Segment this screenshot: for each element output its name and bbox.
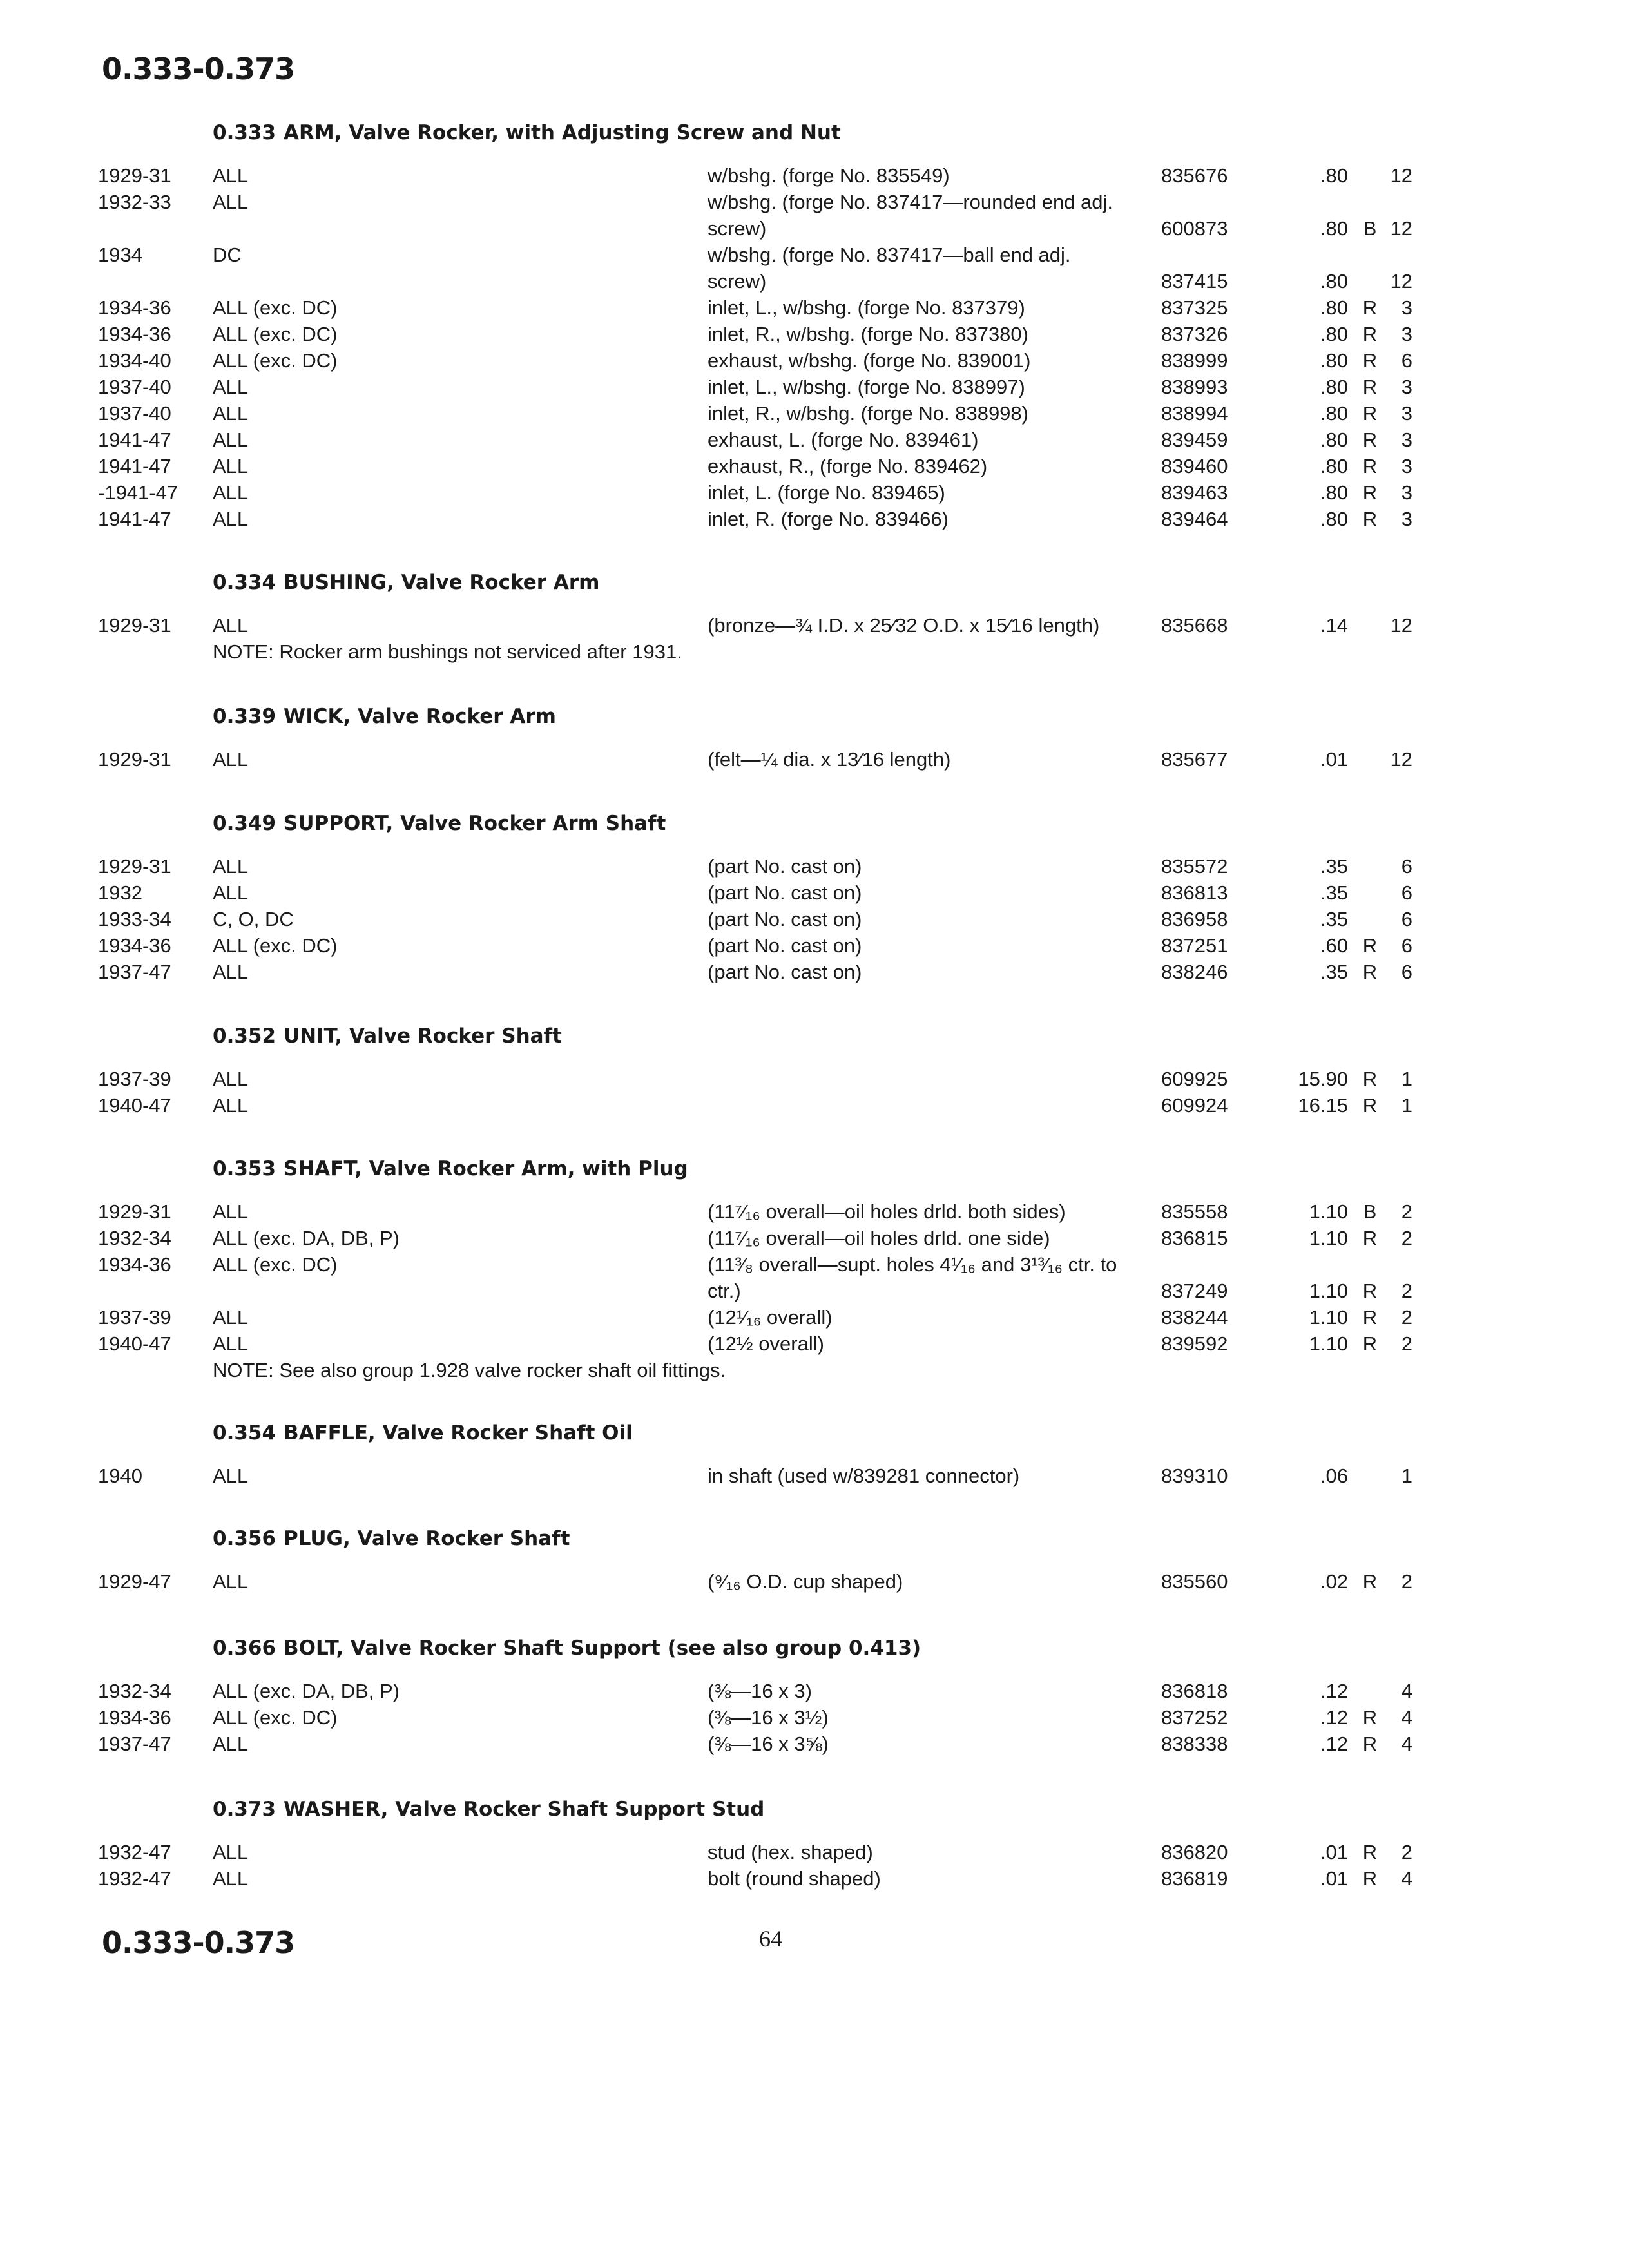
list-price: .35 bbox=[1320, 855, 1348, 878]
year-range: 1933-34 bbox=[98, 908, 171, 930]
status-code: R bbox=[1362, 455, 1378, 477]
status-code: R bbox=[1362, 1733, 1378, 1755]
year-range: 1934-36 bbox=[98, 296, 171, 319]
table-row bbox=[0, 321, 1629, 347]
list-price: .12 bbox=[1320, 1733, 1348, 1755]
quantity: 1 bbox=[1401, 1465, 1412, 1487]
quantity: 4 bbox=[1401, 1706, 1412, 1729]
part-number: 837326 bbox=[1161, 323, 1228, 345]
part-number: 838994 bbox=[1161, 402, 1228, 425]
list-price: .80 bbox=[1320, 481, 1348, 504]
list-price: 1.10 bbox=[1309, 1280, 1348, 1302]
quantity: 6 bbox=[1401, 934, 1412, 957]
list-price: 16.15 bbox=[1298, 1094, 1348, 1117]
status-code: R bbox=[1362, 961, 1378, 983]
list-price: .80 bbox=[1320, 323, 1348, 345]
year-range: 1937-47 bbox=[98, 1733, 171, 1755]
list-price: .80 bbox=[1320, 376, 1348, 398]
part-number: 837249 bbox=[1161, 1280, 1228, 1302]
part-number: 836819 bbox=[1161, 1867, 1228, 1890]
part-number: 838999 bbox=[1161, 349, 1228, 372]
section-heading bbox=[213, 1157, 688, 1180]
section-title: ARM, Valve Rocker, with Adjusting Screw and Nut bbox=[284, 121, 841, 144]
part-description: (part No. cast on) bbox=[708, 908, 862, 930]
page-header: 0.333-0.373 bbox=[102, 52, 295, 86]
model-list: ALL (exc. DC) bbox=[213, 1706, 338, 1729]
table-row bbox=[0, 453, 1629, 479]
year-range: 1934-36 bbox=[98, 934, 171, 957]
table-row bbox=[0, 1731, 1629, 1757]
part-number: 835676 bbox=[1161, 164, 1228, 187]
status-code: B bbox=[1363, 217, 1377, 240]
part-description: (11⁷⁄₁₆ overall—oil holes drld. both sides) bbox=[708, 1200, 1066, 1223]
year-range: 1937-47 bbox=[98, 961, 171, 983]
list-price: .80 bbox=[1320, 217, 1348, 240]
list-price: 1.10 bbox=[1309, 1332, 1348, 1355]
part-number: 837415 bbox=[1161, 270, 1228, 293]
section-number: 0.353 bbox=[213, 1157, 276, 1180]
status-code: R bbox=[1362, 1332, 1378, 1355]
year-range: 1940 bbox=[98, 1465, 142, 1487]
table-row bbox=[0, 1304, 1629, 1331]
section-heading bbox=[213, 1798, 764, 1821]
part-description: (felt—¼ dia. x 13⁄16 length) bbox=[708, 748, 951, 771]
part-description: inlet, L. (forge No. 839465) bbox=[708, 481, 945, 504]
quantity: 12 bbox=[1390, 164, 1412, 187]
section-title: BUSHING, Valve Rocker Arm bbox=[284, 571, 600, 594]
table-row bbox=[0, 1331, 1629, 1357]
quantity: 3 bbox=[1401, 296, 1412, 319]
part-description: w/bshg. (forge No. 837417—rounded end adj. screw) bbox=[708, 191, 1113, 240]
section-heading bbox=[213, 1637, 921, 1660]
part-description: (11³⁄₈ overall—supt. holes 4¹⁄₁₆ and 3¹³⁄₁₆ ctr. to ctr.) bbox=[708, 1253, 1117, 1302]
table-row bbox=[0, 506, 1629, 532]
status-code: R bbox=[1362, 934, 1378, 957]
part-number: 835560 bbox=[1161, 1570, 1228, 1593]
quantity: 2 bbox=[1401, 1280, 1412, 1302]
part-description: inlet, L., w/bshg. (forge No. 837379) bbox=[708, 296, 1025, 319]
quantity: 12 bbox=[1390, 217, 1412, 240]
list-price: .80 bbox=[1320, 270, 1348, 293]
quantity: 12 bbox=[1390, 270, 1412, 293]
quantity: 3 bbox=[1401, 508, 1412, 530]
part-number: 839592 bbox=[1161, 1332, 1228, 1355]
model-list: ALL (exc. DC) bbox=[213, 349, 338, 372]
model-list: ALL bbox=[213, 428, 249, 451]
table-row bbox=[0, 1568, 1629, 1595]
table-row bbox=[0, 479, 1629, 506]
part-number: 839310 bbox=[1161, 1465, 1228, 1487]
quantity: 12 bbox=[1390, 614, 1412, 637]
section-title: WICK, Valve Rocker Arm bbox=[284, 705, 556, 728]
quantity: 3 bbox=[1401, 481, 1412, 504]
model-list: ALL bbox=[213, 1841, 249, 1863]
model-list: ALL (exc. DA, DB, P) bbox=[213, 1680, 400, 1702]
year-range: 1940-47 bbox=[98, 1332, 171, 1355]
model-list: ALL (exc. DA, DB, P) bbox=[213, 1227, 400, 1249]
table-row bbox=[0, 1704, 1629, 1731]
model-list: ALL bbox=[213, 455, 249, 477]
model-list: ALL (exc. DC) bbox=[213, 323, 338, 345]
part-number: 837252 bbox=[1161, 1706, 1228, 1729]
year-range: 1932-34 bbox=[98, 1227, 171, 1249]
year-range: 1932-34 bbox=[98, 1680, 171, 1702]
table-row bbox=[0, 853, 1629, 879]
list-price: .80 bbox=[1320, 402, 1348, 425]
section-heading bbox=[213, 705, 556, 728]
model-list: ALL bbox=[213, 1094, 249, 1117]
parts-table bbox=[0, 1678, 1629, 1757]
part-description: (bronze—¾ I.D. x 25⁄32 O.D. x 15⁄16 length) bbox=[708, 614, 1100, 637]
model-list: ALL bbox=[213, 164, 249, 187]
table-row bbox=[0, 1066, 1629, 1092]
table-row bbox=[0, 1463, 1629, 1489]
section-number: 0.333 bbox=[213, 121, 276, 144]
part-number: 835572 bbox=[1161, 855, 1228, 878]
section-title: BAFFLE, Valve Rocker Shaft Oil bbox=[284, 1421, 633, 1445]
part-number: 838338 bbox=[1161, 1733, 1228, 1755]
section-number: 0.349 bbox=[213, 812, 276, 835]
part-number: 838246 bbox=[1161, 961, 1228, 983]
part-number: 836815 bbox=[1161, 1227, 1228, 1249]
list-price: 1.10 bbox=[1309, 1227, 1348, 1249]
model-list: ALL bbox=[213, 1733, 249, 1755]
part-number: 836958 bbox=[1161, 908, 1228, 930]
part-description: w/bshg. (forge No. 835549) bbox=[708, 164, 950, 187]
section-number: 0.356 bbox=[213, 1527, 276, 1550]
quantity: 4 bbox=[1401, 1867, 1412, 1890]
quantity: 1 bbox=[1401, 1094, 1412, 1117]
quantity: 6 bbox=[1401, 908, 1412, 930]
model-list: ALL bbox=[213, 376, 249, 398]
status-code: R bbox=[1362, 1280, 1378, 1302]
table-row bbox=[0, 400, 1629, 427]
status-code: R bbox=[1362, 323, 1378, 345]
status-code: R bbox=[1362, 1570, 1378, 1593]
parts-table bbox=[0, 612, 1629, 665]
part-description: (⅜—16 x 3⅝) bbox=[708, 1733, 829, 1755]
list-price: .14 bbox=[1320, 614, 1348, 637]
section-title: BOLT, Valve Rocker Shaft Support (see also group 0.413) bbox=[284, 1637, 921, 1660]
part-description: (part No. cast on) bbox=[708, 855, 862, 878]
status-code: R bbox=[1362, 428, 1378, 451]
list-price: .02 bbox=[1320, 1570, 1348, 1593]
list-price: .12 bbox=[1320, 1706, 1348, 1729]
status-code: R bbox=[1362, 376, 1378, 398]
year-range: 1937-40 bbox=[98, 376, 171, 398]
part-number: 839459 bbox=[1161, 428, 1228, 451]
model-list: ALL (exc. DC) bbox=[213, 934, 338, 957]
list-price: .80 bbox=[1320, 508, 1348, 530]
quantity: 2 bbox=[1401, 1841, 1412, 1863]
section-heading bbox=[213, 1527, 570, 1550]
year-range: 1934-36 bbox=[98, 1706, 171, 1729]
status-code: R bbox=[1362, 402, 1378, 425]
part-description: w/bshg. (forge No. 837417—ball end adj. screw) bbox=[708, 244, 1071, 293]
quantity: 2 bbox=[1401, 1332, 1412, 1355]
model-list: ALL bbox=[213, 881, 249, 904]
part-description: bolt (round shaped) bbox=[708, 1867, 881, 1890]
year-range: 1941-47 bbox=[98, 455, 171, 477]
section-note: NOTE: See also group 1.928 valve rocker shaft oil fittings. bbox=[213, 1359, 726, 1381]
year-range: 1937-39 bbox=[98, 1306, 171, 1329]
model-list: C, O, DC bbox=[213, 908, 294, 930]
status-code: R bbox=[1362, 1867, 1378, 1890]
year-range: 1932-47 bbox=[98, 1867, 171, 1890]
status-code: R bbox=[1362, 481, 1378, 504]
parts-table bbox=[0, 853, 1629, 985]
quantity: 2 bbox=[1401, 1306, 1412, 1329]
status-code: R bbox=[1362, 1068, 1378, 1090]
year-range: 1934-36 bbox=[98, 1253, 171, 1276]
year-range: 1934 bbox=[98, 244, 142, 266]
list-price: .80 bbox=[1320, 349, 1348, 372]
model-list: ALL bbox=[213, 1068, 249, 1090]
quantity: 6 bbox=[1401, 961, 1412, 983]
section-heading bbox=[213, 1024, 562, 1048]
year-range: 1932 bbox=[98, 881, 142, 904]
model-list: ALL bbox=[213, 1200, 249, 1223]
model-list: ALL bbox=[213, 1570, 249, 1593]
year-range: 1929-31 bbox=[98, 748, 171, 771]
status-code: R bbox=[1362, 508, 1378, 530]
year-range: 1941-47 bbox=[98, 508, 171, 530]
part-description: exhaust, w/bshg. (forge No. 839001) bbox=[708, 349, 1031, 372]
part-description: exhaust, L. (forge No. 839461) bbox=[708, 428, 979, 451]
model-list: ALL bbox=[213, 1465, 249, 1487]
year-range: 1940-47 bbox=[98, 1094, 171, 1117]
part-description: inlet, R. (forge No. 839466) bbox=[708, 508, 949, 530]
part-number: 600873 bbox=[1161, 217, 1228, 240]
section-title: WASHER, Valve Rocker Shaft Support Stud bbox=[284, 1798, 765, 1821]
parts-table bbox=[0, 1839, 1629, 1892]
part-description: inlet, R., w/bshg. (forge No. 837380) bbox=[708, 323, 1028, 345]
model-list: ALL bbox=[213, 1306, 249, 1329]
year-range: 1937-40 bbox=[98, 402, 171, 425]
table-row bbox=[0, 347, 1629, 374]
section-title: SUPPORT, Valve Rocker Arm Shaft bbox=[284, 812, 666, 835]
table-row bbox=[0, 427, 1629, 453]
part-number: 837251 bbox=[1161, 934, 1228, 957]
part-description: (part No. cast on) bbox=[708, 961, 862, 983]
quantity: 3 bbox=[1401, 376, 1412, 398]
model-list: ALL bbox=[213, 481, 249, 504]
part-description: (11⁷⁄₁₆ overall—oil holes drld. one side) bbox=[708, 1227, 1050, 1249]
status-code: R bbox=[1362, 1227, 1378, 1249]
quantity: 4 bbox=[1401, 1680, 1412, 1702]
part-number: 835668 bbox=[1161, 614, 1228, 637]
list-price: .01 bbox=[1320, 748, 1348, 771]
parts-table bbox=[0, 1463, 1629, 1489]
part-number: 839464 bbox=[1161, 508, 1228, 530]
list-price: .80 bbox=[1320, 164, 1348, 187]
model-list: ALL bbox=[213, 508, 249, 530]
part-description: (⅜—16 x 3½) bbox=[708, 1706, 829, 1729]
part-description: in shaft (used w/839281 connector) bbox=[708, 1465, 1020, 1487]
quantity: 1 bbox=[1401, 1068, 1412, 1090]
status-code: R bbox=[1362, 349, 1378, 372]
part-description: (part No. cast on) bbox=[708, 934, 862, 957]
year-range: 1929-31 bbox=[98, 855, 171, 878]
table-row bbox=[0, 1092, 1629, 1119]
year-range: 1929-31 bbox=[98, 164, 171, 187]
quantity: 12 bbox=[1390, 748, 1412, 771]
parts-table bbox=[0, 1198, 1629, 1383]
quantity: 6 bbox=[1401, 349, 1412, 372]
status-code: R bbox=[1362, 1841, 1378, 1863]
year-range: 1934-36 bbox=[98, 323, 171, 345]
part-number: 609925 bbox=[1161, 1068, 1228, 1090]
table-row bbox=[0, 906, 1629, 932]
page-footer: 0.333-0.373 bbox=[102, 1925, 295, 1960]
table-row bbox=[0, 294, 1629, 321]
model-list: ALL bbox=[213, 961, 249, 983]
list-price: .01 bbox=[1320, 1841, 1348, 1863]
table-row bbox=[0, 1225, 1629, 1251]
year-range: 1929-47 bbox=[98, 1570, 171, 1593]
parts-table bbox=[0, 746, 1629, 773]
status-code: R bbox=[1362, 1706, 1378, 1729]
page-number: 64 bbox=[759, 1926, 782, 1952]
model-list: ALL bbox=[213, 1332, 249, 1355]
part-description: (⅜—16 x 3) bbox=[708, 1680, 812, 1702]
part-number: 836813 bbox=[1161, 881, 1228, 904]
section-number: 0.366 bbox=[213, 1637, 276, 1660]
section-number: 0.373 bbox=[213, 1798, 276, 1821]
section-number: 0.334 bbox=[213, 571, 276, 594]
section-heading bbox=[213, 812, 666, 835]
year-range: 1937-39 bbox=[98, 1068, 171, 1090]
list-price: 1.10 bbox=[1309, 1306, 1348, 1329]
quantity: 3 bbox=[1401, 323, 1412, 345]
part-description: inlet, L., w/bshg. (forge No. 838997) bbox=[708, 376, 1025, 398]
list-price: .35 bbox=[1320, 881, 1348, 904]
part-description: inlet, R., w/bshg. (forge No. 838998) bbox=[708, 402, 1028, 425]
part-description: (⁹⁄₁₆ O.D. cup shaped) bbox=[708, 1570, 903, 1593]
year-range: 1932-33 bbox=[98, 191, 171, 213]
part-number: 836820 bbox=[1161, 1841, 1228, 1863]
table-row bbox=[0, 959, 1629, 985]
part-description: stud (hex. shaped) bbox=[708, 1841, 873, 1863]
section-title: SHAFT, Valve Rocker Arm, with Plug bbox=[284, 1157, 688, 1180]
part-description: (part No. cast on) bbox=[708, 881, 862, 904]
quantity: 4 bbox=[1401, 1733, 1412, 1755]
section-heading bbox=[213, 571, 599, 594]
section-number: 0.352 bbox=[213, 1024, 276, 1048]
table-row bbox=[0, 1678, 1629, 1704]
year-range: 1932-47 bbox=[98, 1841, 171, 1863]
quantity: 3 bbox=[1401, 428, 1412, 451]
table-row bbox=[0, 1198, 1629, 1225]
model-list: ALL bbox=[213, 1867, 249, 1890]
quantity: 6 bbox=[1401, 855, 1412, 878]
list-price: .35 bbox=[1320, 961, 1348, 983]
table-row bbox=[0, 1865, 1629, 1892]
list-price: .80 bbox=[1320, 296, 1348, 319]
list-price: .80 bbox=[1320, 455, 1348, 477]
part-number: 838244 bbox=[1161, 1306, 1228, 1329]
section-heading bbox=[213, 1421, 633, 1445]
quantity: 3 bbox=[1401, 455, 1412, 477]
year-range: 1929-31 bbox=[98, 1200, 171, 1223]
section-heading bbox=[213, 121, 841, 144]
year-range: 1941-47 bbox=[98, 428, 171, 451]
status-code: B bbox=[1363, 1200, 1377, 1223]
list-price: 1.10 bbox=[1309, 1200, 1348, 1223]
section-title: UNIT, Valve Rocker Shaft bbox=[284, 1024, 562, 1048]
quantity: 2 bbox=[1401, 1200, 1412, 1223]
part-description: (12½ overall) bbox=[708, 1332, 824, 1355]
part-number: 839463 bbox=[1161, 481, 1228, 504]
parts-table bbox=[0, 1066, 1629, 1119]
list-price: .80 bbox=[1320, 428, 1348, 451]
table-row bbox=[0, 1251, 1629, 1304]
parts-table bbox=[0, 162, 1629, 532]
model-list: ALL (exc. DC) bbox=[213, 296, 338, 319]
part-description: exhaust, R., (forge No. 839462) bbox=[708, 455, 988, 477]
table-row bbox=[0, 189, 1629, 242]
parts-table bbox=[0, 1568, 1629, 1595]
list-price: .12 bbox=[1320, 1680, 1348, 1702]
part-description: (12¹⁄₁₆ overall) bbox=[708, 1306, 833, 1329]
list-price: .01 bbox=[1320, 1867, 1348, 1890]
table-row bbox=[0, 374, 1629, 400]
part-number: 835558 bbox=[1161, 1200, 1228, 1223]
status-code: R bbox=[1362, 296, 1378, 319]
model-list: ALL bbox=[213, 855, 249, 878]
model-list: ALL bbox=[213, 402, 249, 425]
list-price: 15.90 bbox=[1298, 1068, 1348, 1090]
part-number: 839460 bbox=[1161, 455, 1228, 477]
quantity: 3 bbox=[1401, 402, 1412, 425]
part-number: 838993 bbox=[1161, 376, 1228, 398]
quantity: 2 bbox=[1401, 1570, 1412, 1593]
quantity: 6 bbox=[1401, 881, 1412, 904]
list-price: .60 bbox=[1320, 934, 1348, 957]
model-list: ALL (exc. DC) bbox=[213, 1253, 338, 1276]
status-code: R bbox=[1362, 1094, 1378, 1117]
table-row bbox=[0, 162, 1629, 189]
table-row bbox=[0, 612, 1629, 639]
year-range: -1941-47 bbox=[98, 481, 178, 504]
status-code: R bbox=[1362, 1306, 1378, 1329]
year-range: 1934-40 bbox=[98, 349, 171, 372]
section-note: NOTE: Rocker arm bushings not serviced after 1931. bbox=[213, 640, 682, 663]
part-number: 835677 bbox=[1161, 748, 1228, 771]
table-row bbox=[0, 932, 1629, 959]
part-number: 837325 bbox=[1161, 296, 1228, 319]
section-number: 0.339 bbox=[213, 705, 276, 728]
table-row bbox=[0, 242, 1629, 294]
quantity: 2 bbox=[1401, 1227, 1412, 1249]
list-price: .06 bbox=[1320, 1465, 1348, 1487]
model-list: ALL bbox=[213, 748, 249, 771]
part-number: 836818 bbox=[1161, 1680, 1228, 1702]
list-price: .35 bbox=[1320, 908, 1348, 930]
model-list: DC bbox=[213, 244, 242, 266]
section-number: 0.354 bbox=[213, 1421, 276, 1445]
part-number: 609924 bbox=[1161, 1094, 1228, 1117]
model-list: ALL bbox=[213, 614, 249, 637]
table-row bbox=[0, 746, 1629, 773]
year-range: 1929-31 bbox=[98, 614, 171, 637]
section-title: PLUG, Valve Rocker Shaft bbox=[284, 1527, 570, 1550]
table-row bbox=[0, 1839, 1629, 1865]
table-row bbox=[0, 879, 1629, 906]
model-list: ALL bbox=[213, 191, 249, 213]
